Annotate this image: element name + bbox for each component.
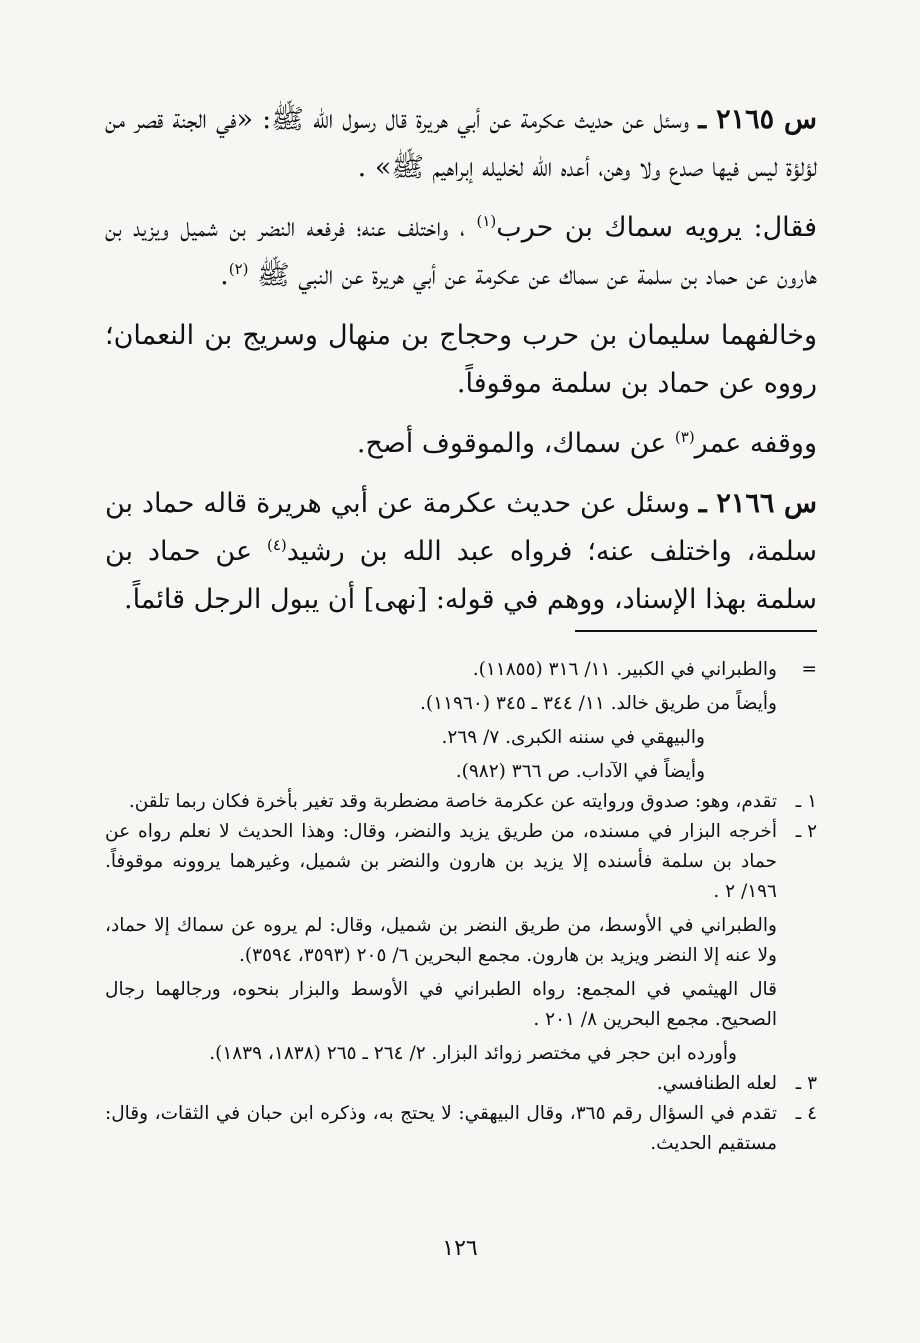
answer-paragraph-1 [105, 204, 817, 300]
footnote-text: تقدم، وهو: صدوق وروايته عن عكرمة خاصة مضطربة وقد تغير بأخرة فكان ربما تلقن. [128, 791, 777, 812]
continuation-marker: = [801, 659, 817, 680]
footnote-number: ٢ ـ [795, 821, 817, 842]
main-text [105, 96, 817, 636]
question-number: س ٢١٦٥ ـ [698, 104, 817, 135]
footnote-4 [105, 1099, 817, 1159]
answer-paragraph-3 [105, 420, 817, 468]
question-text: وسئل عن حديث عكرمة عن أبي هريرة قاله حماد بن سلمة، واختلف عنه؛ فرواه عبد الله بن رشيد [105, 488, 817, 567]
footnote-ref-3: (٣) [674, 428, 695, 446]
footnote-1 [105, 787, 817, 817]
footnote-ref-4: (٤) [266, 536, 287, 554]
footnote-text: أخرجه البزار في مسنده، من طريق يزيد والنضر، وقال: وهذا الحديث لا نعلم رواه عن حماد بن سلمة فأسنده إلا يزيد بن هارون والنضر بن شميل، وغيرهما يروونه موقوفاً. ١٩٦/ ٢ . [105, 821, 777, 902]
footnote-number: ١ ـ [795, 791, 817, 812]
page-number: ١٢٦ [442, 1236, 478, 1261]
footnote-line: وأيضاً من طريق خالد. ١١/ ٣٤٤ ـ ٣٤٥ (١١٩٦٠). [420, 693, 777, 714]
footnote-number: ٣ ـ [795, 1073, 817, 1094]
footnote-number: ٤ ـ [795, 1103, 817, 1124]
question-2165 [105, 96, 817, 192]
footnote-2 [105, 817, 817, 1069]
footnote-separator [575, 630, 817, 632]
question-text: وسئل عن حديث عكرمة عن أبي هريرة قال رسول الله ﷺ: «في الجنة قصر من لؤلؤة ليس فيها صدع ولا وهن، أعده الله لخليله إبراهيم ﷺ» . [105, 104, 817, 183]
question-number: س ٢١٦٦ ـ [698, 488, 818, 519]
question-text: عن حماد بن سلمة بهذا الإسناد، ووهم في قوله: [نهى] أن يبول الرجل قائماً. [105, 536, 817, 615]
footnote-text: قال الهيثمي في المجمع: رواه الطبراني في الأوسط والبزار بنحوه، ورجالهما رجال الصحيح. مجمع البحرين ٨/ ٢٠١ . [105, 979, 777, 1030]
footnotes [105, 655, 817, 1159]
footnote-text: لعله الطنافسي. [656, 1073, 777, 1094]
question-2166 [105, 480, 817, 624]
footnote-ref-1: (١) [476, 212, 497, 230]
answer-text: ووقفه عمر [694, 428, 817, 459]
footnote-3 [105, 1069, 817, 1099]
footnote-continuation [105, 655, 817, 787]
footnote-line: وأيضاً في الآداب. ص ٣٦٦ (٩٨٢). [455, 761, 705, 782]
answer-paragraph-2: وخالفهما سليمان بن حرب وحجاج بن منهال وسريج بن النعمان؛ رووه عن حماد بن سلمة موقوفاً. [105, 320, 817, 399]
footnote-text: والطبراني في الأوسط، من طريق النضر بن شميل، وقال: لم يروه عن سماك إلا حماد، ولا عنه إلا النضر ويزيد بن هارون. مجمع البحرين ٦/ ٢٠٥ (٣٥٩٣، ٣٥٩٤). [105, 915, 777, 966]
footnote-line: والبيهقي في سننه الكبرى. ٧/ ٢٦٩. [441, 727, 705, 748]
footnote-text: تقدم في السؤال رقم ٣٦٥، وقال البيهقي: لا يحتج به، وذكره ابن حبان في الثقات، وقال: مستقيم الحديث. [105, 1103, 777, 1154]
answer-text: ، واختلف عنه؛ فرفعه النضر بن شميل ويزيد بن هارون عن حماد بن سلمة عن سماك عن عكرمة عن أبي هريرة عن النبي ﷺ [105, 212, 817, 291]
answer-text: عن سماك، والموقوف أصح. [356, 428, 675, 459]
answer-text: فقال: يرويه سماك بن حرب [496, 212, 817, 243]
footnote-line: والطبراني في الكبير. ١١/ ٣١٦ (١١٨٥٥). [472, 659, 777, 680]
answer-text: . [220, 260, 229, 291]
footnote-text: وأورده ابن حجر في مختصر زوائد البزار. ٢/ ٢٦٤ ـ ٢٦٥ (١٨٣٨، ١٨٣٩). [209, 1043, 737, 1064]
footnote-ref-2: (٢) [228, 260, 249, 278]
